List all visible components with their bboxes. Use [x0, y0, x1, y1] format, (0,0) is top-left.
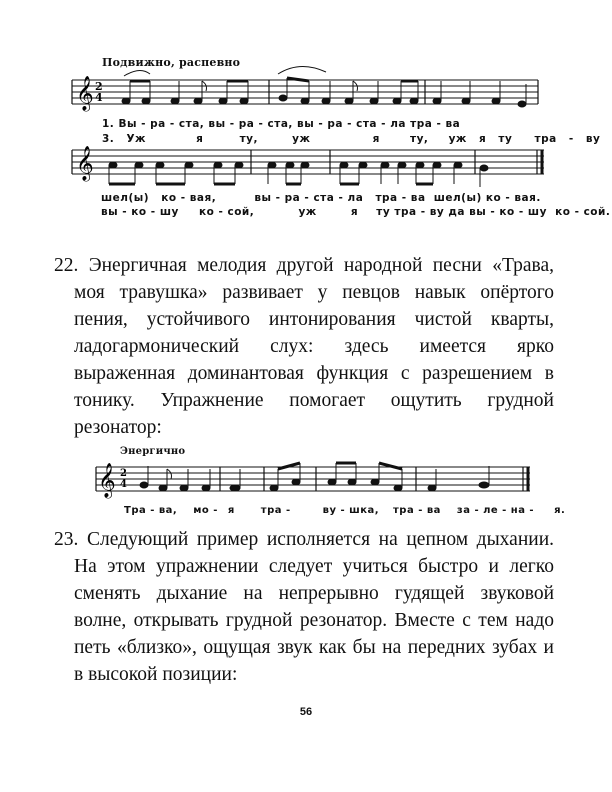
paragraph-line: 23. Следующий пример исполняется на цепном дыхании. [54, 529, 554, 550]
lyric-syllable: ко - сой, [198, 206, 255, 218]
paragraph-line: На этом упражнении следует учиться быстро и легко [74, 556, 554, 577]
music2-tempo: Энергично [120, 446, 186, 457]
lyric-syllable: за - ле - на - [456, 505, 535, 516]
paragraph-line: 22. Энергичная мелодия другой народной песни «Трава, [54, 255, 554, 276]
lyric-syllable: вы - ра - ста - ла [254, 192, 364, 204]
paragraph-line: сменять дыхание на непрерывно гудящей звуковой [74, 583, 554, 604]
lyric-syllable: уж [292, 133, 311, 145]
lyric-syllable: я [196, 133, 204, 145]
paragraph-line: петь «близко», ощущая звук как бы на передних зубах и [74, 637, 554, 658]
lyric-syllable: тра - ва [375, 192, 426, 204]
lyric-syllable: уж [298, 206, 317, 218]
lyric-syllable: мо - [193, 505, 218, 516]
lyric-syllable: тра - ва [393, 505, 441, 516]
lyric-syllable: ву - шка, [322, 505, 380, 516]
paragraph-line: волне, открывать грудной резонатор. Вместе с тем надо [74, 610, 554, 631]
lyric-syllable: 3. Уж [102, 133, 146, 145]
lyric-syllable: я [227, 505, 235, 516]
music1-tempo: Подвижно, распевно [102, 56, 241, 69]
paragraph-line: ладогармонический слух: здесь имеется ярко [74, 336, 554, 357]
paragraph-line: резонатор: [74, 417, 162, 438]
treble-clef-icon: 𝄞 [76, 76, 94, 111]
lyric-syllable: вы - ко - шу [101, 206, 179, 218]
paragraph-line: тонику. Упражнение помогает ощутить грудной [74, 390, 554, 411]
lyric-syllable: я [350, 206, 359, 218]
paragraph-line: пения, устойчивого интонирования чистой кварты, [74, 309, 554, 330]
paragraph-line: моя травушка» развивает у певцов навык опёртого [74, 282, 554, 303]
paragraph-number: 23. [54, 529, 79, 550]
lyric-syllable: ко - вая, [161, 192, 217, 204]
paragraph-line: выраженная доминантовая функция с разрешением в [74, 363, 554, 384]
svg-text:2: 2 [120, 468, 127, 479]
svg-text:4: 4 [95, 91, 103, 104]
lyric-syllable: ту, [239, 133, 258, 145]
page-number: 56 [299, 706, 313, 718]
svg-text:2: 2 [95, 80, 103, 93]
lyric-syllable: я [372, 133, 380, 145]
lyric-syllable: я. [554, 505, 566, 516]
lyric-syllable: шел(ы) ко - вая. [433, 192, 541, 204]
paragraph-23 [54, 526, 554, 688]
lyric-syllable: Тра - ва, [124, 505, 178, 516]
lyric-syllable: тра - ву [534, 133, 601, 145]
lyric-syllable: тра - [260, 505, 291, 516]
lyric-row1-verse1: 1. Вы - ра - ста, вы - ра - ста, вы - ра - ста - ла тра - ва [102, 118, 461, 130]
lyric-syllable: ту тра - ву да вы - ко - шу [376, 206, 547, 218]
treble-clef-icon: 𝄞 [76, 146, 94, 181]
svg-text:4: 4 [120, 479, 127, 490]
lyric-syllable: уж я ту [448, 133, 513, 145]
treble-clef-icon: 𝄞 [98, 463, 116, 498]
lyric-syllable: шел(ы) [101, 192, 150, 204]
music2-lyrics [124, 505, 565, 516]
lyric-syllable: ко - сой. [555, 206, 611, 218]
lyric-syllable: ту, [410, 133, 429, 145]
paragraph-line: в высокой позиции: [74, 664, 238, 685]
paragraph-number: 22. [54, 255, 79, 276]
